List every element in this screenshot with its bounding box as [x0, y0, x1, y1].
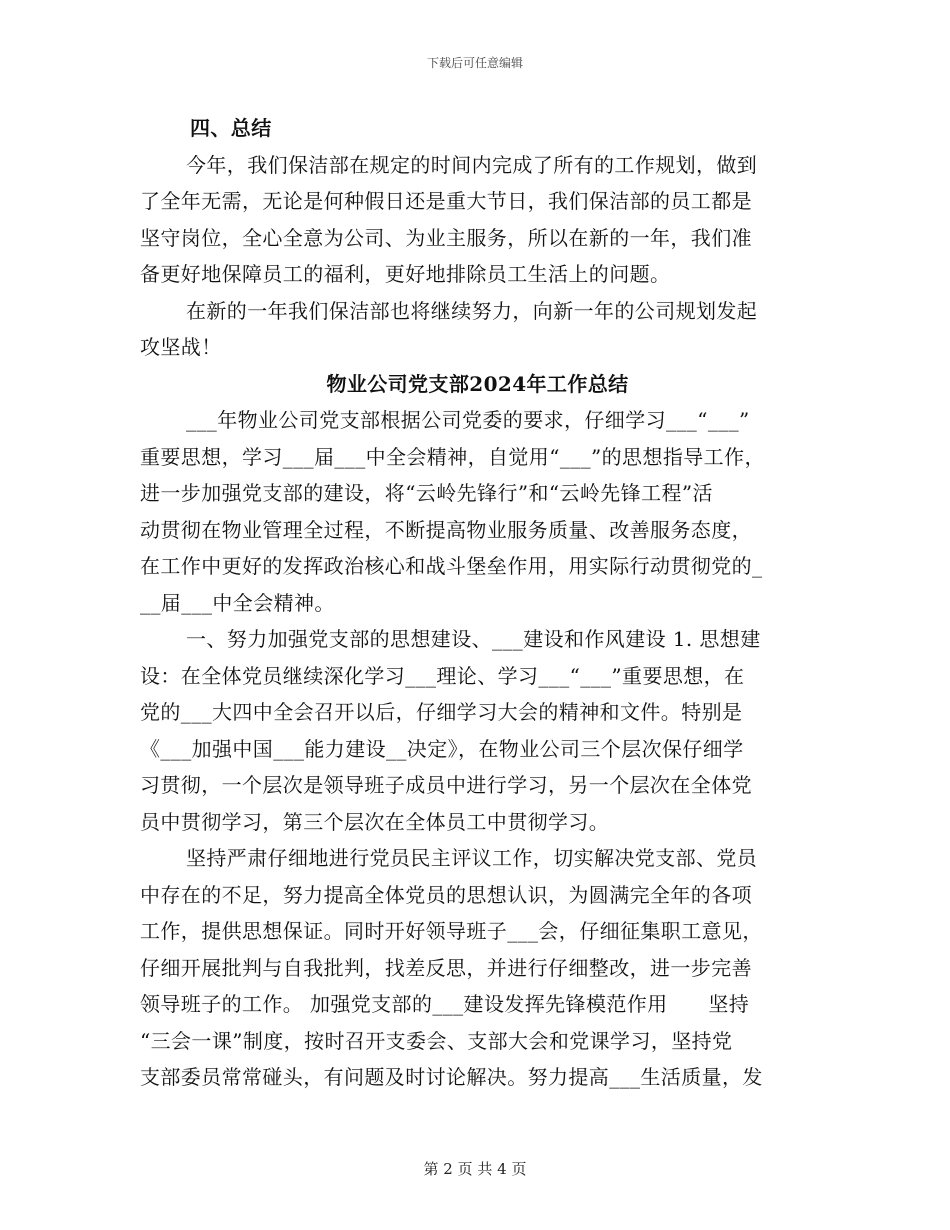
paragraph-line: “三会一课”制度，按时召开支委会、支部大会和党课学习，坚持党 — [140, 1028, 733, 1053]
paragraph-line: 习贯彻，一个层次是领导班子成员中进行学习，另一个层次在全体党 — [140, 773, 752, 797]
paragraph-line: ___年物业公司党支部根据公司党委的要求，仔细学习___“___” — [186, 408, 750, 432]
document-body — [140, 110, 815, 1096]
paragraph-line: 党的___大四中全会召开以后，仔细学习大会的精神和文件。特别是 — [140, 700, 743, 724]
paragraph-line: 支部委员常常碰头，有问题及时讨论解决。努力提高___生活质量，发 — [140, 1065, 763, 1089]
paragraph-line: 坚持严肃仔细地进行党员民主评议工作，切实解决党支部、党员 — [186, 846, 758, 870]
page-header: 下载后可任意编辑 — [426, 56, 523, 70]
paragraph-line: 设：在全体党员继续深化学习___理论、学习___“___”重要思想，在 — [140, 663, 745, 688]
paragraph-line: 备更好地保障员工的福利，更好地排除员工生活上的问题。 — [140, 262, 671, 286]
paragraph-line: 领导班子的工作。 加强党支部的___建设发挥先锋模范作用 坚持 — [140, 992, 750, 1016]
paragraph-line: 坚守岗位，全心全意为公司、为业主服务，所以在新的一年，我们准 — [140, 225, 752, 250]
page-number-footer: 第 2 页 共 4 页 — [423, 1160, 527, 1178]
paragraph-line: 一、努力加强党支部的思想建设、___建设和作风建设 1. 思想建 — [186, 627, 761, 651]
paragraph-line: 仔细开展批判与自我批判，找差反思，并进行仔细整改，进一步完善 — [140, 955, 752, 980]
paragraph-line: 在新的一年我们保洁部也将继续努力，向新一年的公司规划发起 — [186, 298, 758, 323]
paragraph-line: 中存在的不足，努力提高全体党员的思想认识，为圆满完全年的各项 — [140, 882, 752, 907]
section-heading-summary: 四、总结 — [190, 116, 272, 140]
paragraph-line: 了全年无需，无论是何种假日还是重大节日，我们保洁部的员工都是 — [140, 189, 752, 213]
document-title: 物业公司党支部2024年工作总结 — [326, 371, 629, 396]
paragraph-line: 进一步加强党支部的建设，将“云岭先锋行”和“云岭先锋工程”活 — [140, 481, 713, 505]
paragraph-line: 《___加强中国___能力建设__决定》，在物业公司三个层次保仔细学 — [140, 736, 744, 761]
paragraph-line: 重要思想，学习___届___中全会精神，自觉用“___”的思想指导工作， — [140, 444, 765, 469]
paragraph-line: 动贯彻在物业管理全过程，不断提高物业服务质量、改善服务态度， — [140, 517, 752, 542]
paragraph-line: 员中贯彻学习，第三个层次在全体员工中贯彻学习。 — [140, 809, 610, 834]
paragraph-line: 工作，提供思想保证。同时开好领导班子___会，仔细征集职工意见， — [140, 919, 763, 943]
paragraph-line: 今年，我们保洁部在规定的时间内完成了所有的工作规划，做到 — [186, 152, 758, 177]
paragraph-line: __届___中全会精神。 — [140, 590, 335, 615]
paragraph-line: 在工作中更好的发挥政治核心和战斗堡垒作用，用实际行动贯彻党的_ — [140, 554, 763, 578]
paragraph-line: 攻坚战！ — [140, 335, 222, 359]
